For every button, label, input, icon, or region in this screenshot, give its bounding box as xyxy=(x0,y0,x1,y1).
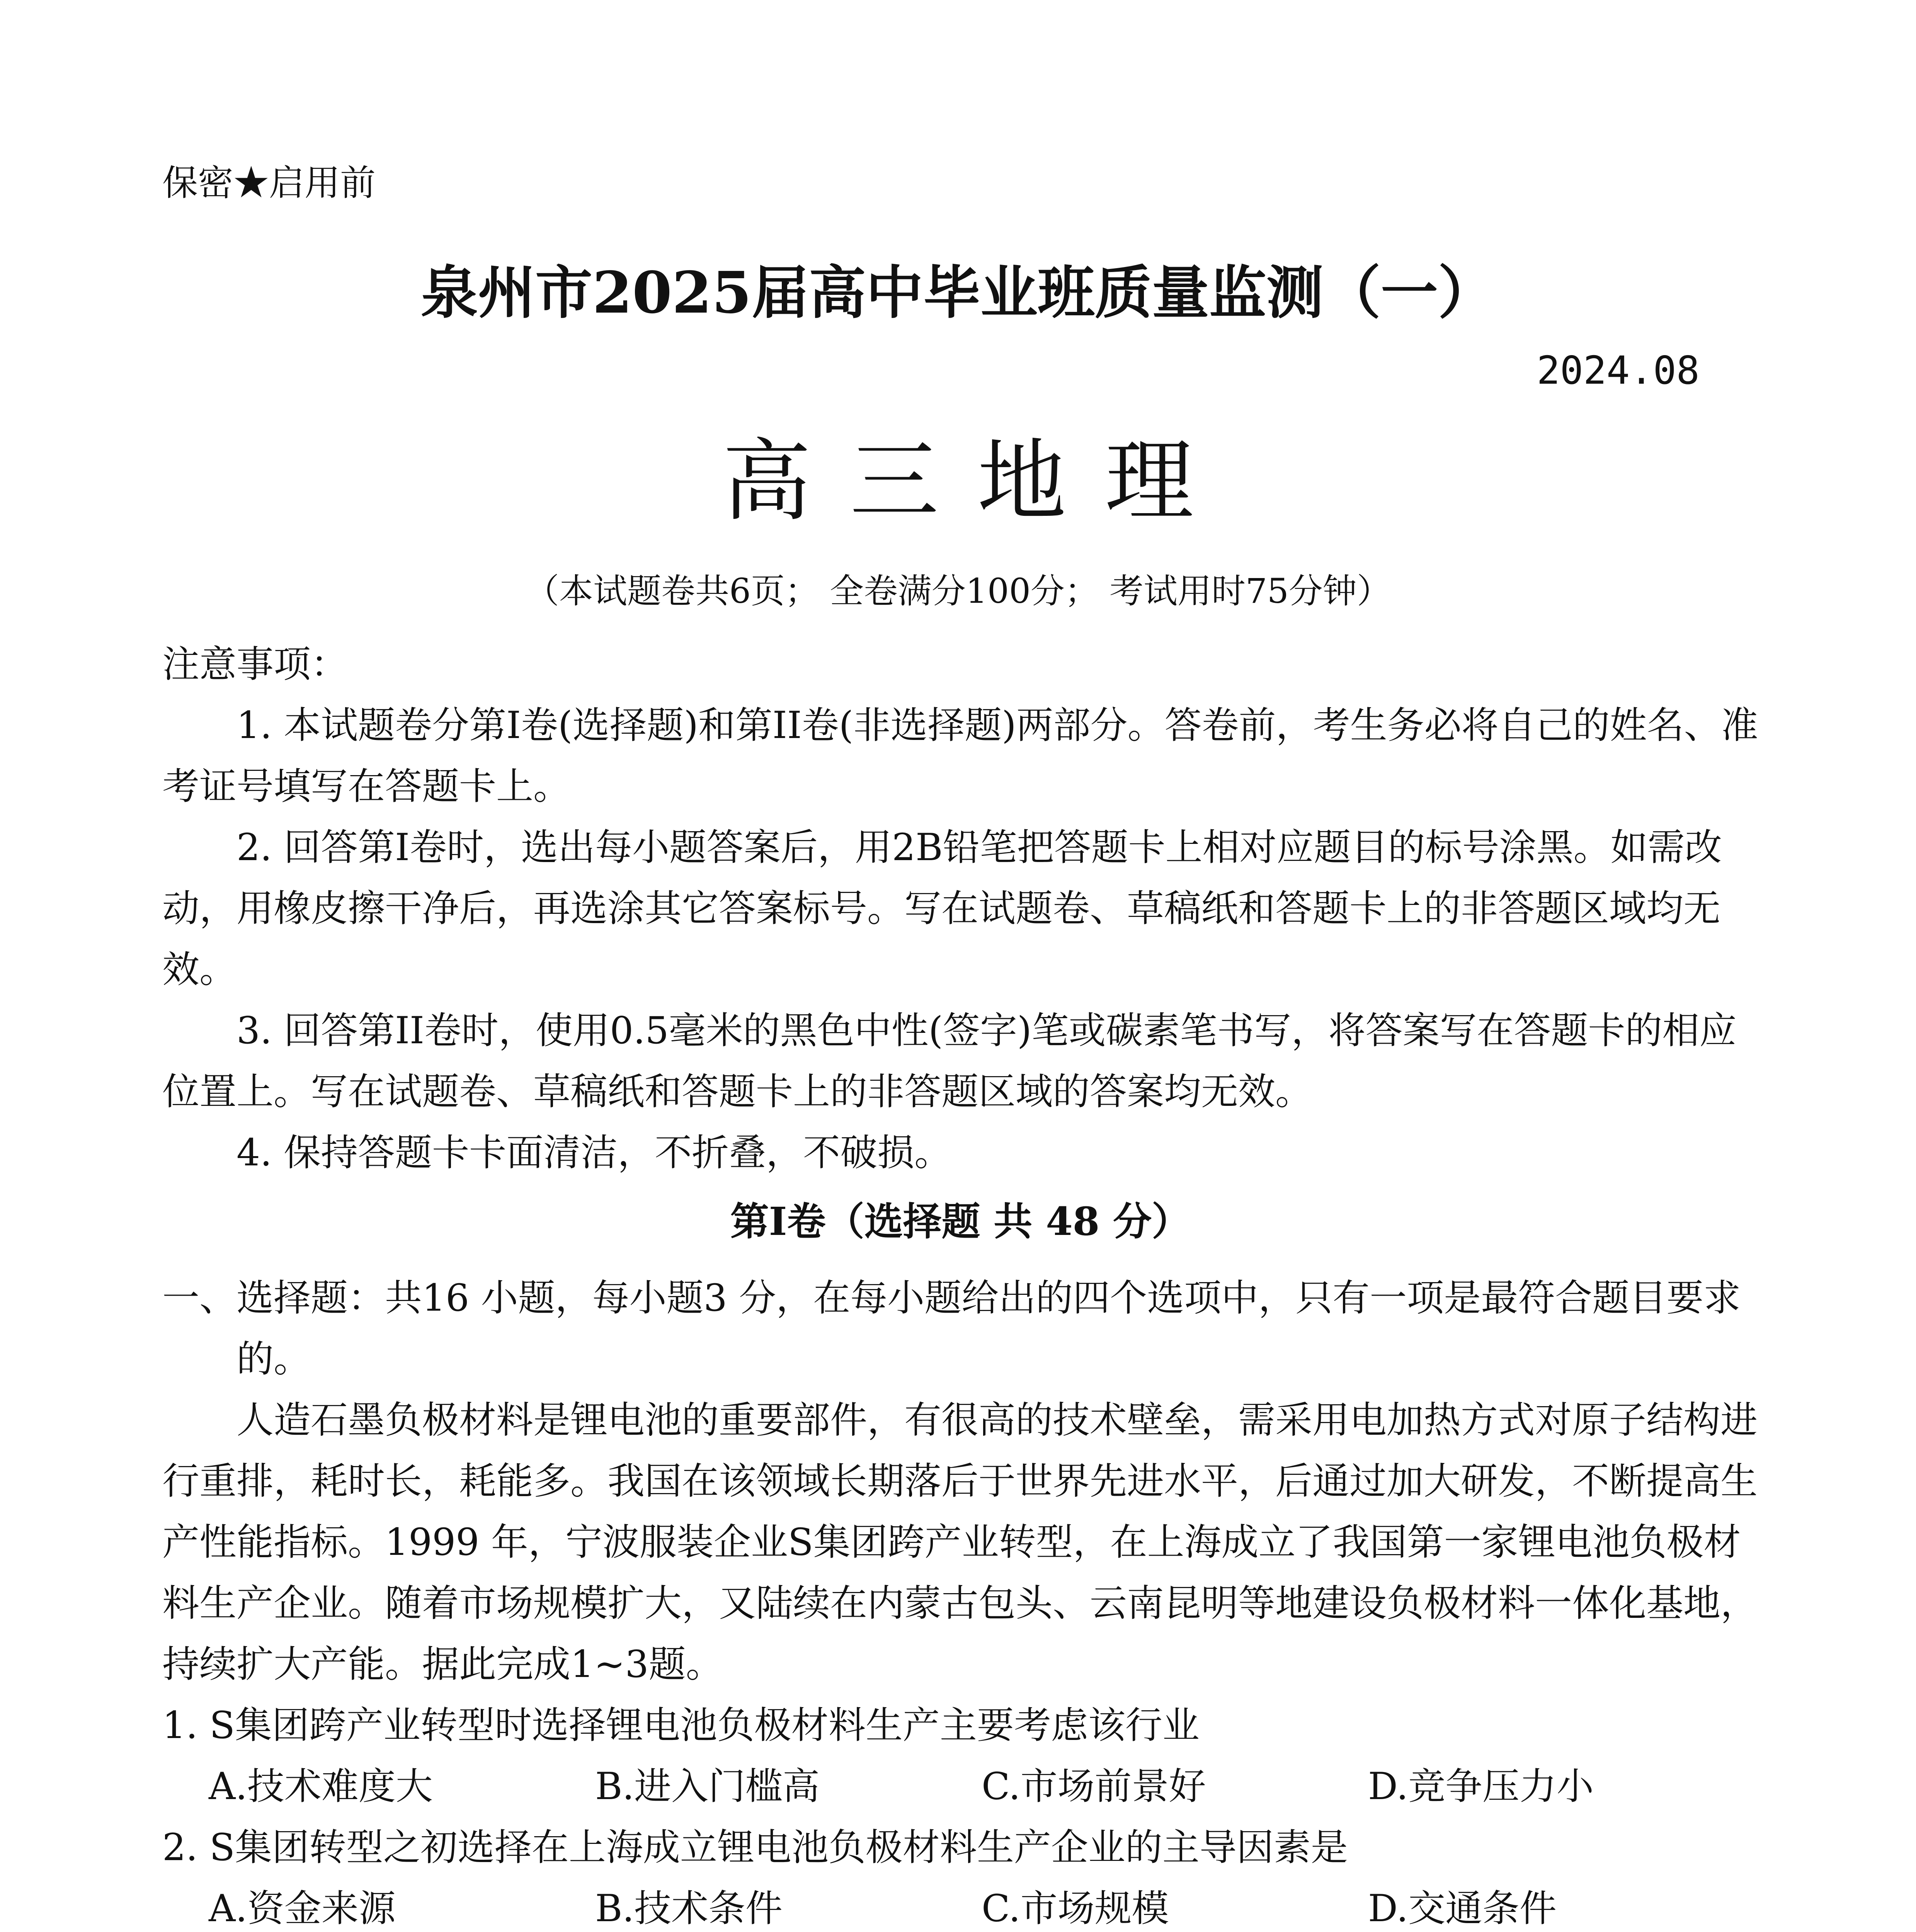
option-c: C.市场规模 xyxy=(982,1887,1169,1930)
notice-heading: 注意事项： xyxy=(162,643,348,686)
notice-item: 1. 本试题卷分第Ⅰ卷(选择题)和第II卷(非选择题)两部分。答卷前，考生务必将自己的姓名、准考证号填写在答题卡上。 xyxy=(162,704,1758,808)
subject-title: 高三地理 xyxy=(722,430,1232,533)
passage-1: 人造石墨负极材料是锂电池的重要部件，有很高的技术壁垒，需采用电加热方式对原子结构进行重排，耗时长，耗能多。我国在该领域长期落后于世界先进水平，后通过加大研发，不断提高生产性能指标。1999 年，宁波服装企业S集团跨产业转型，在上海成立了我国第一家锂电池负极材料生产企业。随着市场规模扩大，又陆续在内蒙古包头、云南昆明等地建设负极材料一体化基地，持续扩大产能。据此完成1~3题。 xyxy=(162,1398,1758,1686)
notice-block xyxy=(162,634,1758,1932)
notice-item: 4. 保持答题卡卡面清洁，不折叠，不破损。 xyxy=(237,1131,952,1174)
option-a: A.资金来源 xyxy=(209,1887,396,1930)
exam-title: 泉州市2025届高中毕业班质量监测（一） xyxy=(421,259,1495,326)
confidential-mark: 保密★启用前 xyxy=(162,162,376,204)
question-1 xyxy=(162,1695,1758,1817)
exam-date: 2024.08 xyxy=(1537,348,1700,393)
question-stem: 2. S集团转型之初选择在上海成立锂电池负极材料生产企业的主导因素是 xyxy=(162,1826,1348,1869)
question-options xyxy=(162,1878,1758,1932)
notice-item: 3. 回答第II卷时，使用0.5毫米的黑色中性(签字)笔或碳素笔书写，将答案写在答题卡的相应位置上。写在试题卷、草稿纸和答题卡上的非答题区域的答案均无效。 xyxy=(162,1009,1737,1113)
option-b: B.技术条件 xyxy=(595,1887,783,1930)
exam-info: （本试题卷共6页； 全卷满分100分； 考试用时75分钟） xyxy=(525,571,1391,611)
option-a: A.技术难度大 xyxy=(209,1765,433,1808)
option-c: C.市场前景好 xyxy=(982,1765,1206,1808)
option-b: B.进入门槛高 xyxy=(595,1765,820,1808)
option-d: D.竞争压力小 xyxy=(1368,1765,1594,1808)
section-title: 第Ⅰ卷（选择题 共 48 分） xyxy=(730,1199,1191,1244)
option-d: D.交通条件 xyxy=(1368,1887,1557,1930)
question-2 xyxy=(162,1817,1758,1932)
notice-item: 2. 回答第Ⅰ卷时，选出每小题答案后，用2B铅笔把答题卡上相对应题目的标号涂黑。如需改动，用橡皮擦干净后，再选涂其它答案标号。写在试题卷、草稿纸和答题卡上的非答题区域均无效。 xyxy=(162,826,1722,991)
question-options xyxy=(162,1756,1758,1817)
question-stem: 1. S集团跨产业转型时选择锂电池负极材料生产主要考虑该行业 xyxy=(162,1704,1200,1747)
section-instruction: 一、选择题：共16 小题，每小题3 分，在每小题给出的四个选项中，只有一项是最符合题目要求的。 xyxy=(162,1276,1741,1381)
